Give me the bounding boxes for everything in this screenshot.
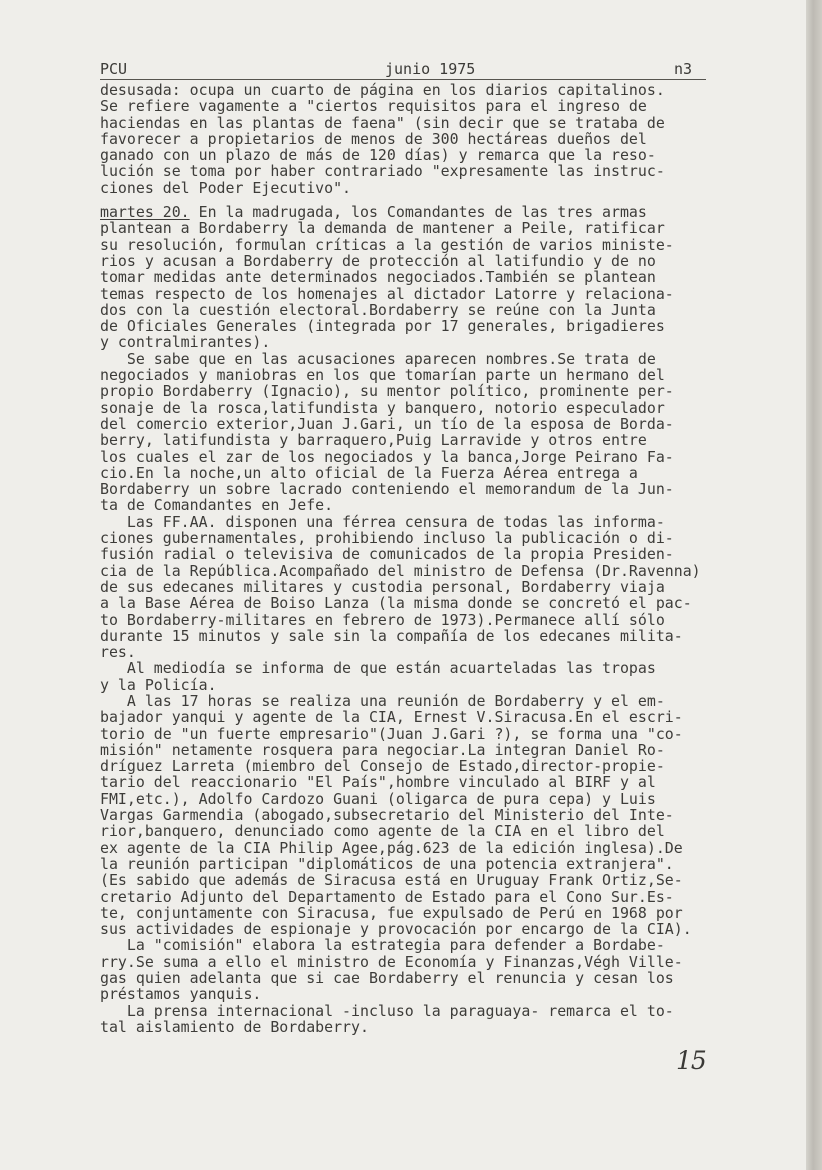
text-line <box>100 400 806 416</box>
text-line <box>100 465 806 481</box>
text-line <box>100 872 806 888</box>
line-text: préstamos yanquis. <box>100 985 262 1004</box>
text-line <box>100 758 806 774</box>
line-text: torio de "un fuerte empresario"(Juan J.Gari ?), se forma una "co- <box>100 724 683 743</box>
line-text: ganado con un plazo de más de 120 días) y remarca que la reso- <box>100 146 656 165</box>
line-text: lución se toma por haber contrariado "expresamente las instruc- <box>100 162 665 181</box>
text-line <box>100 302 806 318</box>
line-text: temas respecto de los homenajes al dictador Latorre y relaciona- <box>100 284 674 303</box>
text-line <box>100 449 806 465</box>
text-line <box>100 677 806 693</box>
paragraph <box>100 82 806 196</box>
line-text: (Es sabido que además de Siracusa está en Uruguay Frank Ortiz,Se- <box>100 871 683 890</box>
text-line <box>100 579 806 595</box>
text-line <box>100 147 806 163</box>
line-text: La "comisión" elabora la estrategia para defender a Bordabe- <box>100 936 665 955</box>
line-text: cia de la República.Acompañado del ministro de Defensa (Dr.Ravenna) <box>100 561 701 580</box>
line-text: Las FF.AA. disponen una férrea censura de todas las informa- <box>100 512 665 531</box>
text-line <box>100 269 806 285</box>
line-text: FMI,etc.), Adolfo Cardozo Guani (oligarca de pura cepa) y Luis <box>100 789 656 808</box>
line-text: rior,banquero, denunciado como agente de la CIA en el libro del <box>100 822 665 841</box>
text-line <box>100 180 806 196</box>
header-date: junio 1975 <box>385 60 476 78</box>
line-text: y contralmirantes). <box>100 333 271 352</box>
line-text: tario del reaccionario "El País",hombre vinculado al BIRF y al <box>100 773 656 792</box>
line-text: bajador yanqui y agente de la CIA, Ernest V.Siracusa.En el escri- <box>100 708 683 727</box>
header-publication: PCU <box>100 60 128 78</box>
text-line <box>100 1019 806 1035</box>
text-line <box>100 840 806 856</box>
line-text: a la Base Aérea de Boiso Lanza (la misma donde se concretó el pac- <box>100 594 692 613</box>
line-text: de Oficiales Generales (integrada por 17 generales, brigadieres <box>100 317 665 336</box>
text-line <box>100 937 806 953</box>
paragraph <box>100 660 806 693</box>
line-text: En la madrugada, los Comandantes de las tres armas <box>189 203 647 222</box>
line-text: cio.En la noche,un alto oficial de la Fuerza Aérea entrega a <box>100 463 638 482</box>
line-text: dos con la cuestión electoral.Bordaberry se reúne con la Junta <box>100 300 656 319</box>
paragraph <box>100 514 806 661</box>
document-body <box>100 82 806 1035</box>
text-line <box>100 563 806 579</box>
text-line <box>100 1003 806 1019</box>
line-text: Se refiere vagamente a "ciertos requisitos para el ingreso de <box>100 97 647 116</box>
text-line <box>100 82 806 98</box>
line-text: Se sabe que en las acusaciones aparecen nombres.Se trata de <box>100 349 656 368</box>
line-text: La prensa internacional -incluso la paraguaya- remarca el to- <box>100 1001 674 1020</box>
line-text: rry.Se suma a ello el ministro de Economía y Finanzas,Végh Ville- <box>100 952 683 971</box>
text-line <box>100 595 806 611</box>
text-line <box>100 986 806 1002</box>
line-text: res. <box>100 643 136 662</box>
text-line <box>100 791 806 807</box>
line-text: ex agente de la CIA Philip Agee,pág.623 de la edición inglesa).De <box>100 838 683 857</box>
line-text: berry, latifundista y barraquero,Puig Larravide y otros entre <box>100 431 647 450</box>
line-text: misión" netamente rosquera para negociar.La integran Daniel Ro- <box>100 740 665 759</box>
line-text: te, conjuntamente con Siracusa, fue expulsado de Perú en 1968 por <box>100 903 683 922</box>
line-text: cretario Adjunto del Departamento de Estado para el Cono Sur.Es- <box>100 887 674 906</box>
text-line <box>100 693 806 709</box>
line-text: la reunión participan "diplomáticos de una potencia extranjera". <box>100 854 674 873</box>
line-text: Al mediodía se informa de que están acuarteladas las tropas <box>100 659 656 678</box>
header-issue-number: n3 <box>674 60 693 78</box>
dateline: martes 20. <box>100 203 190 222</box>
line-text: rios y acusan a Bordaberry de protección al latifundio y de no <box>100 251 656 270</box>
text-line <box>100 514 806 530</box>
line-text: sonaje de la rosca,latifundista y banquero, notorio especulador <box>100 398 665 417</box>
header-rule <box>100 79 706 80</box>
text-line <box>100 726 806 742</box>
line-text: plantean a Bordaberry la demanda de mantener a Peile, ratificar <box>100 219 665 238</box>
line-text: y la Policía. <box>100 675 217 694</box>
text-line <box>100 163 806 179</box>
text-line <box>100 742 806 758</box>
text-line <box>100 774 806 790</box>
line-text: gas quien adelanta que si cae Bordaberry el renuncia y cesan los <box>100 969 674 988</box>
line-text: ciones gubernamentales, prohibiendo incluso la publicación o di- <box>100 529 674 548</box>
line-text: sus actividades de espionaje y provocación por encargo de la CIA). <box>100 920 692 939</box>
line-text: los cuales el zar de los negociados y la banca,Jorge Peirano Fa- <box>100 447 674 466</box>
line-text: tomar medidas ante determinados negociados.También se plantean <box>100 268 656 287</box>
line-text: desusada: ocupa un cuarto de página en los diarios capitalinos. <box>100 81 665 99</box>
text-line <box>100 334 806 350</box>
paragraph <box>100 1003 806 1036</box>
text-line <box>100 204 806 220</box>
text-line <box>100 115 806 131</box>
text-line <box>100 628 806 644</box>
paragraph <box>100 937 806 1002</box>
text-line <box>100 131 806 147</box>
text-line <box>100 497 806 513</box>
line-text: negociados y maniobras en los que tomarían parte un hermano del <box>100 366 665 385</box>
text-line <box>100 709 806 725</box>
text-line <box>100 351 806 367</box>
text-line <box>100 660 806 676</box>
line-text: Vargas Garmendia (abogado,subsecretario del Ministerio del Inte- <box>100 806 674 825</box>
page-number: 15 <box>676 1046 706 1075</box>
text-line <box>100 98 806 114</box>
text-line <box>100 253 806 269</box>
text-line <box>100 546 806 562</box>
line-text: durante 15 minutos y sale sin la compañía de los edecanes milita- <box>100 626 683 645</box>
line-text: ciones del Poder Ejecutivo". <box>100 178 352 197</box>
line-text: tal aislamiento de Bordaberry. <box>100 1017 369 1036</box>
text-line <box>100 530 806 546</box>
paragraph <box>100 351 806 514</box>
line-text: su resolución, formulan críticas a la gestión de varios ministe- <box>100 235 674 254</box>
text-line <box>100 367 806 383</box>
text-line <box>100 416 806 432</box>
line-text: haciendas en las plantas de faena" (sin decir que se trataba de <box>100 113 665 132</box>
text-line <box>100 286 806 302</box>
line-text: fusión radial o televisiva de comunicados de la propia Presiden- <box>100 545 674 564</box>
text-line <box>100 954 806 970</box>
text-line <box>100 970 806 986</box>
line-text: favorecer a propietarios de menos de 300 hectáreas dueños del <box>100 129 647 148</box>
line-text: to Bordaberry-militares en febrero de 1973).Permanece allí sólo <box>100 610 665 629</box>
text-line <box>100 432 806 448</box>
line-text: propio Bordaberry (Ignacio), su mentor político, prominente per- <box>100 382 674 401</box>
line-text: ta de Comandantes en Jefe. <box>100 496 334 515</box>
text-line <box>100 856 806 872</box>
page-edge-shadow <box>806 0 822 1170</box>
paragraph <box>100 204 806 351</box>
text-line <box>100 889 806 905</box>
text-line <box>100 644 806 660</box>
line-text: A las 17 horas se realiza una reunión de Bordaberry y el em- <box>100 691 665 710</box>
line-text: del comercio exterior,Juan J.Gari, un tío de la esposa de Borda- <box>100 414 674 433</box>
text-line <box>100 807 806 823</box>
text-line <box>100 905 806 921</box>
line-text: dríguez Larreta (miembro del Consejo de Estado,director-propie- <box>100 757 665 776</box>
text-line <box>100 383 806 399</box>
text-line <box>100 220 806 236</box>
text-line <box>100 823 806 839</box>
line-text: de sus edecanes militares y custodia personal, Bordaberry viaja <box>100 577 665 596</box>
page-header <box>100 60 700 80</box>
text-line <box>100 481 806 497</box>
text-line <box>100 612 806 628</box>
text-line <box>100 318 806 334</box>
text-line <box>100 921 806 937</box>
line-text: Bordaberry un sobre lacrado conteniendo el memorandum de la Jun- <box>100 480 674 499</box>
paragraph <box>100 693 806 937</box>
text-line <box>100 237 806 253</box>
